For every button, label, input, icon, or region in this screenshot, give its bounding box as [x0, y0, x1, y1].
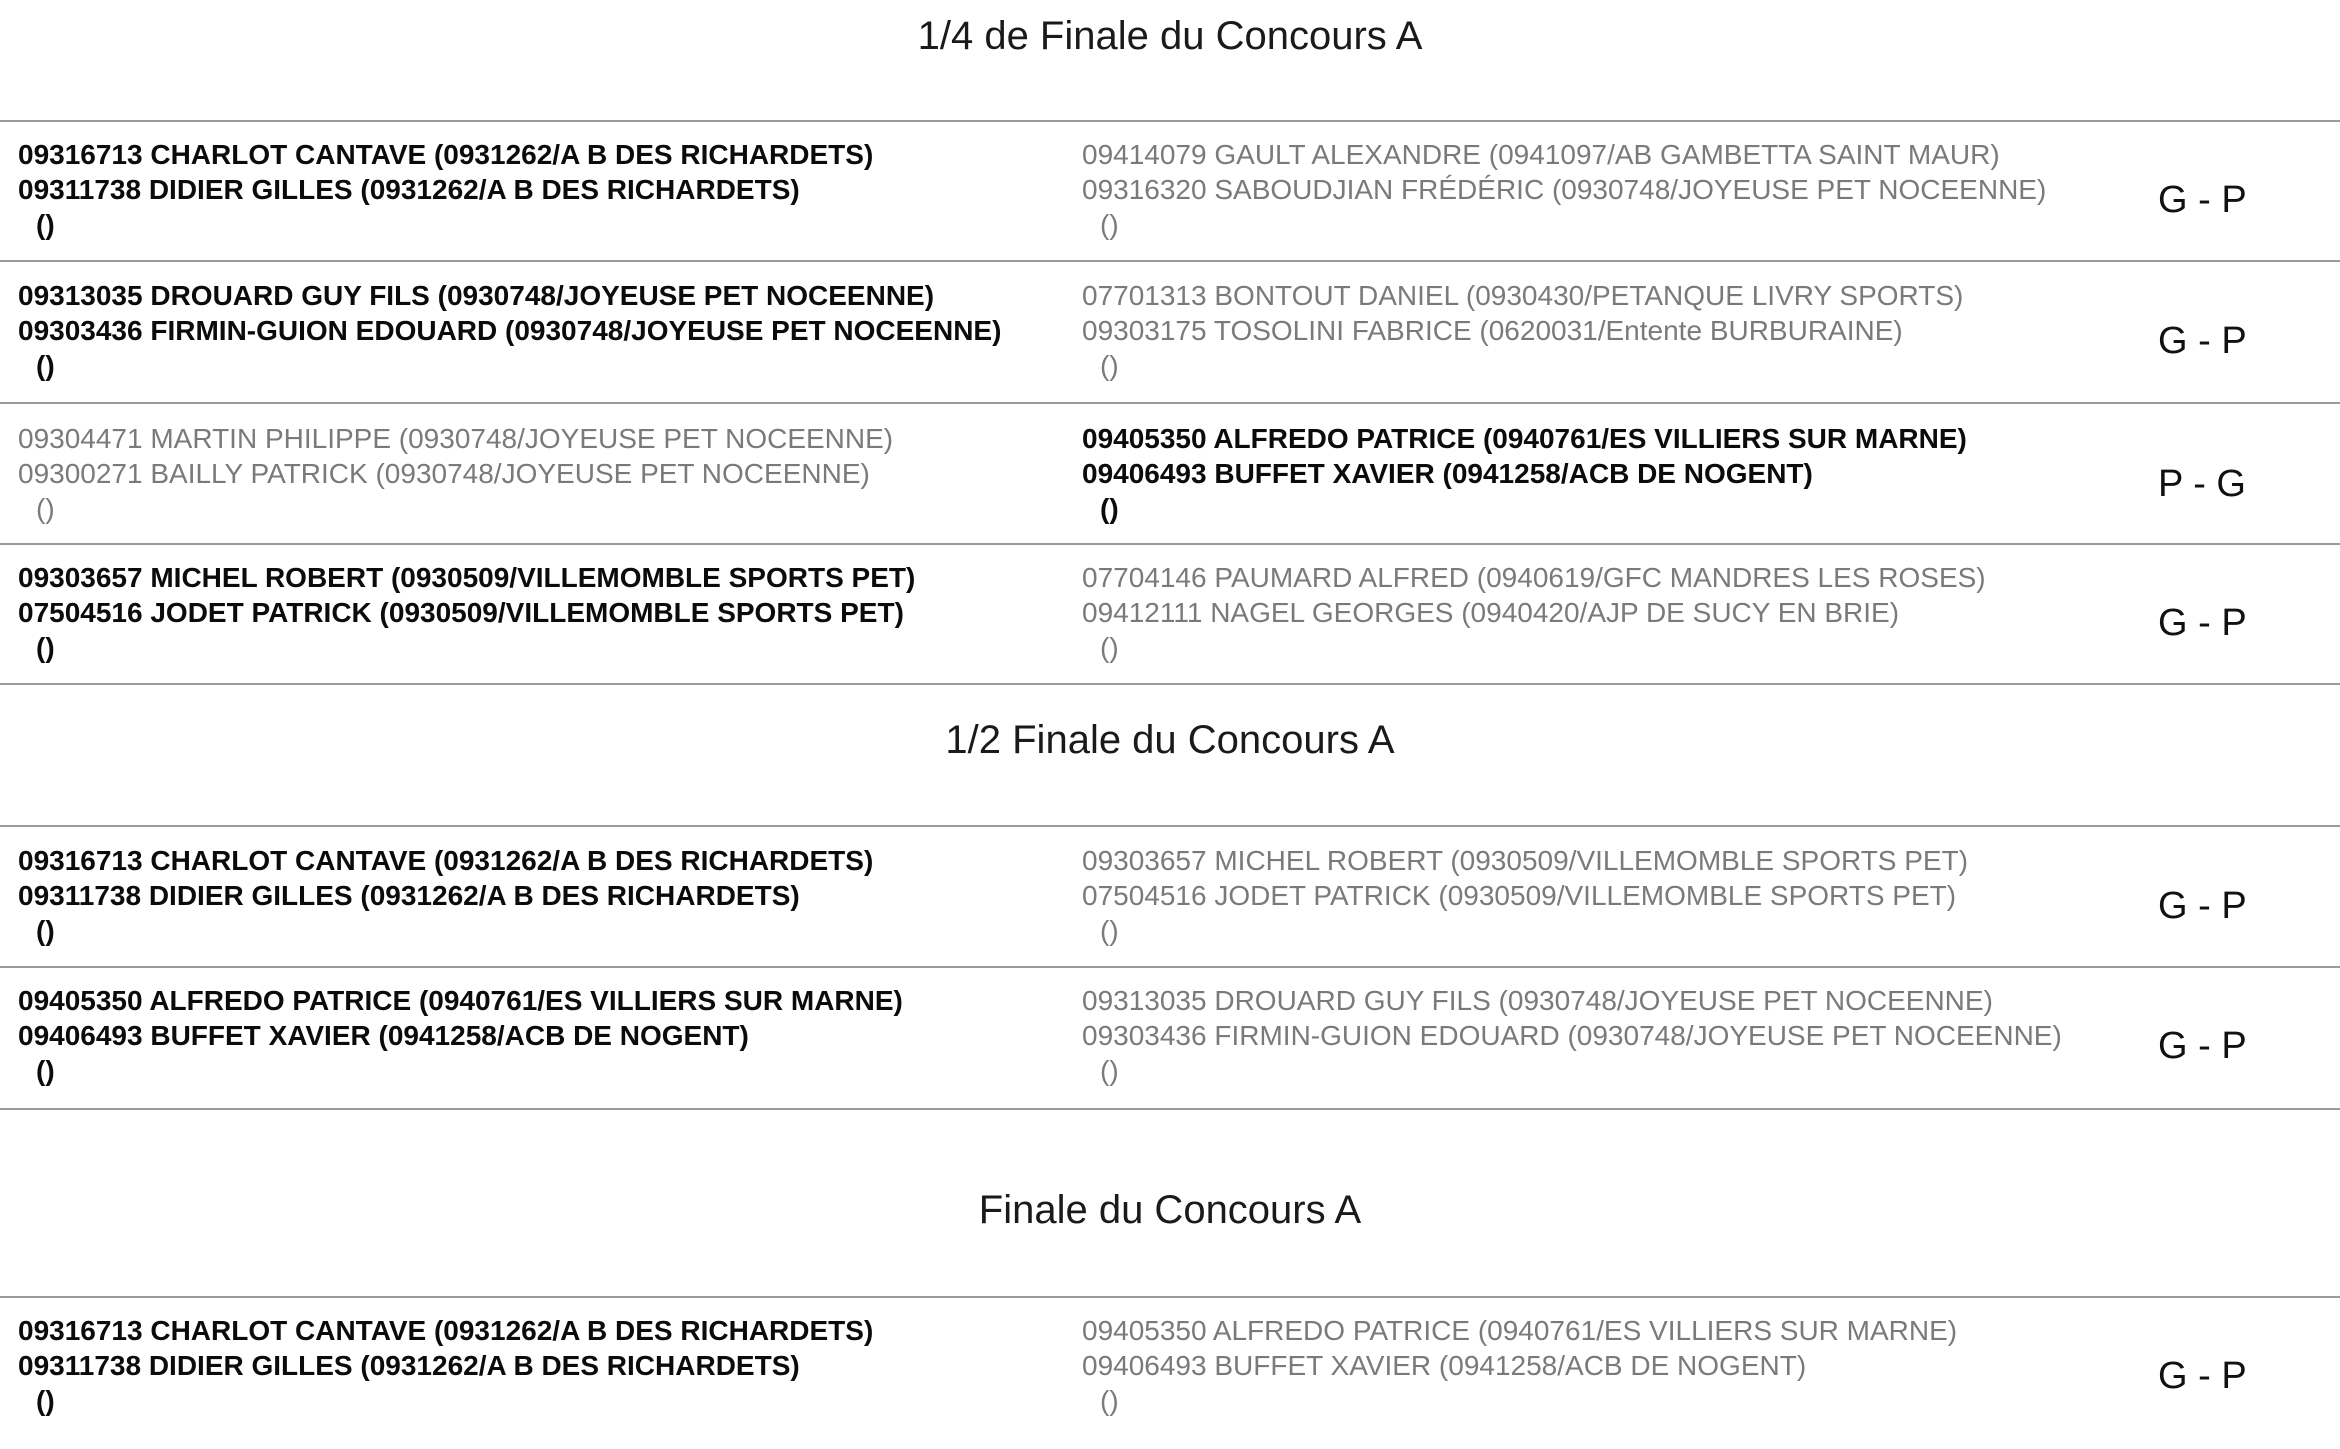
player-line: 09406493 BUFFET XAVIER (0941258/ACB DE NOGENT)	[18, 1020, 749, 1051]
team-left-loser	[18, 421, 893, 526]
player-line: 07504516 JODET PATRICK (0930509/VILLEMOMBLE SPORTS PET)	[18, 597, 904, 628]
player-line: 09311738 DIDIER GILLES (0931262/A B DES RICHARDETS)	[18, 1350, 800, 1381]
team-right-loser	[1082, 137, 2046, 242]
team-note: ()	[36, 915, 55, 946]
divider	[0, 1108, 2340, 1110]
team-right-loser	[1082, 983, 2062, 1088]
player-line: 09303436 FIRMIN-GUION EDOUARD (0930748/JOYEUSE PET NOCEENNE)	[1082, 1020, 2062, 1051]
section-title-final: Finale du Concours A	[978, 1188, 1362, 1232]
team-note: ()	[1100, 209, 1119, 240]
team-right-loser	[1082, 278, 1963, 383]
player-line: 09311738 DIDIER GILLES (0931262/A B DES RICHARDETS)	[18, 174, 800, 205]
team-note: ()	[36, 350, 55, 381]
player-line: 09303436 FIRMIN-GUION EDOUARD (0930748/JOYEUSE PET NOCEENNE)	[18, 315, 1002, 346]
player-line: 09414079 GAULT ALEXANDRE (0941097/AB GAMBETTA SAINT MAUR)	[1082, 139, 2000, 170]
team-note: ()	[1100, 1385, 1119, 1416]
divider	[0, 1296, 2340, 1298]
team-left-winner	[18, 983, 903, 1088]
team-left-winner	[18, 560, 915, 665]
player-line: 09303175 TOSOLINI FABRICE (0620031/Entente BURBURAINE)	[1082, 315, 1903, 346]
player-line: 09300271 BAILLY PATRICK (0930748/JOYEUSE PET NOCEENNE)	[18, 458, 870, 489]
divider	[0, 966, 2340, 968]
divider	[0, 120, 2340, 122]
team-note: ()	[36, 632, 55, 663]
team-note: ()	[1100, 493, 1119, 524]
player-line: 09316713 CHARLOT CANTAVE (0931262/A B DES RICHARDETS)	[18, 1315, 874, 1346]
match-row	[0, 1313, 2340, 1449]
player-line: 09303657 MICHEL ROBERT (0930509/VILLEMOMBLE SPORTS PET)	[18, 562, 916, 593]
match-score: G - P	[2158, 1025, 2247, 1067]
team-left-winner	[18, 137, 873, 242]
player-line: 09405350 ALFREDO PATRICE (0940761/ES VILLIERS SUR MARNE)	[1082, 423, 1967, 454]
team-left-winner	[18, 1313, 873, 1418]
team-note: ()	[36, 1055, 55, 1086]
section-title-semifinal: 1/2 Finale du Concours A	[945, 718, 1395, 762]
section-title-quarterfinal: 1/4 de Finale du Concours A	[917, 14, 1423, 58]
team-note: ()	[1100, 350, 1119, 381]
match-row	[0, 843, 2340, 979]
divider	[0, 543, 2340, 545]
player-line: 09406493 BUFFET XAVIER (0941258/ACB DE NOGENT)	[1082, 458, 1813, 489]
match-score: G - P	[2158, 885, 2247, 927]
team-right-loser	[1082, 1313, 1957, 1418]
player-line: 09405350 ALFREDO PATRICE (0940761/ES VILLIERS SUR MARNE)	[1082, 1315, 1958, 1346]
player-line: 09316713 CHARLOT CANTAVE (0931262/A B DES RICHARDETS)	[18, 139, 874, 170]
player-line: 09313035 DROUARD GUY FILS (0930748/JOYEUSE PET NOCEENNE)	[1082, 985, 1993, 1016]
player-line: 07504516 JODET PATRICK (0930509/VILLEMOMBLE SPORTS PET)	[1082, 880, 1957, 911]
match-row	[0, 278, 2340, 414]
match-row	[0, 421, 2340, 557]
player-line: 07701313 BONTOUT DANIEL (0930430/PETANQUE LIVRY SPORTS)	[1082, 280, 1964, 311]
player-line: 09303657 MICHEL ROBERT (0930509/VILLEMOMBLE SPORTS PET)	[1082, 845, 1969, 876]
team-left-winner	[18, 843, 873, 948]
match-row	[0, 137, 2340, 273]
divider	[0, 402, 2340, 404]
match-score: G - P	[2158, 1355, 2247, 1397]
team-note: ()	[36, 209, 55, 240]
team-left-winner	[18, 278, 1001, 383]
match-row	[0, 983, 2340, 1119]
divider	[0, 260, 2340, 262]
match-score: G - P	[2158, 179, 2247, 221]
team-note: ()	[1100, 1055, 1119, 1086]
match-score: P - G	[2158, 463, 2246, 505]
player-line: 09316320 SABOUDJIAN FRÉDÉRIC (0930748/JOYEUSE PET NOCEENNE)	[1082, 174, 2047, 205]
team-note: ()	[1100, 632, 1119, 663]
player-line: 09412111 NAGEL GEORGES (0940420/AJP DE SUCY EN BRIE)	[1082, 597, 1900, 628]
player-line: 09406493 BUFFET XAVIER (0941258/ACB DE NOGENT)	[1082, 1350, 1807, 1381]
match-score: G - P	[2158, 320, 2247, 362]
team-right-winner	[1082, 421, 1967, 526]
team-note: ()	[36, 493, 55, 524]
team-note: ()	[36, 1385, 55, 1416]
player-line: 09316713 CHARLOT CANTAVE (0931262/A B DES RICHARDETS)	[18, 845, 874, 876]
player-line: 07704146 PAUMARD ALFRED (0940619/GFC MANDRES LES ROSES)	[1082, 562, 1986, 593]
player-line: 09313035 DROUARD GUY FILS (0930748/JOYEUSE PET NOCEENNE)	[18, 280, 935, 311]
match-row	[0, 560, 2340, 696]
player-line: 09405350 ALFREDO PATRICE (0940761/ES VILLIERS SUR MARNE)	[18, 985, 903, 1016]
divider	[0, 825, 2340, 827]
team-right-loser	[1082, 560, 1986, 665]
match-score: G - P	[2158, 602, 2247, 644]
team-right-loser	[1082, 843, 1968, 948]
player-line: 09304471 MARTIN PHILIPPE (0930748/JOYEUSE PET NOCEENNE)	[18, 423, 894, 454]
team-note: ()	[1100, 915, 1119, 946]
divider	[0, 683, 2340, 685]
player-line: 09311738 DIDIER GILLES (0931262/A B DES RICHARDETS)	[18, 880, 800, 911]
